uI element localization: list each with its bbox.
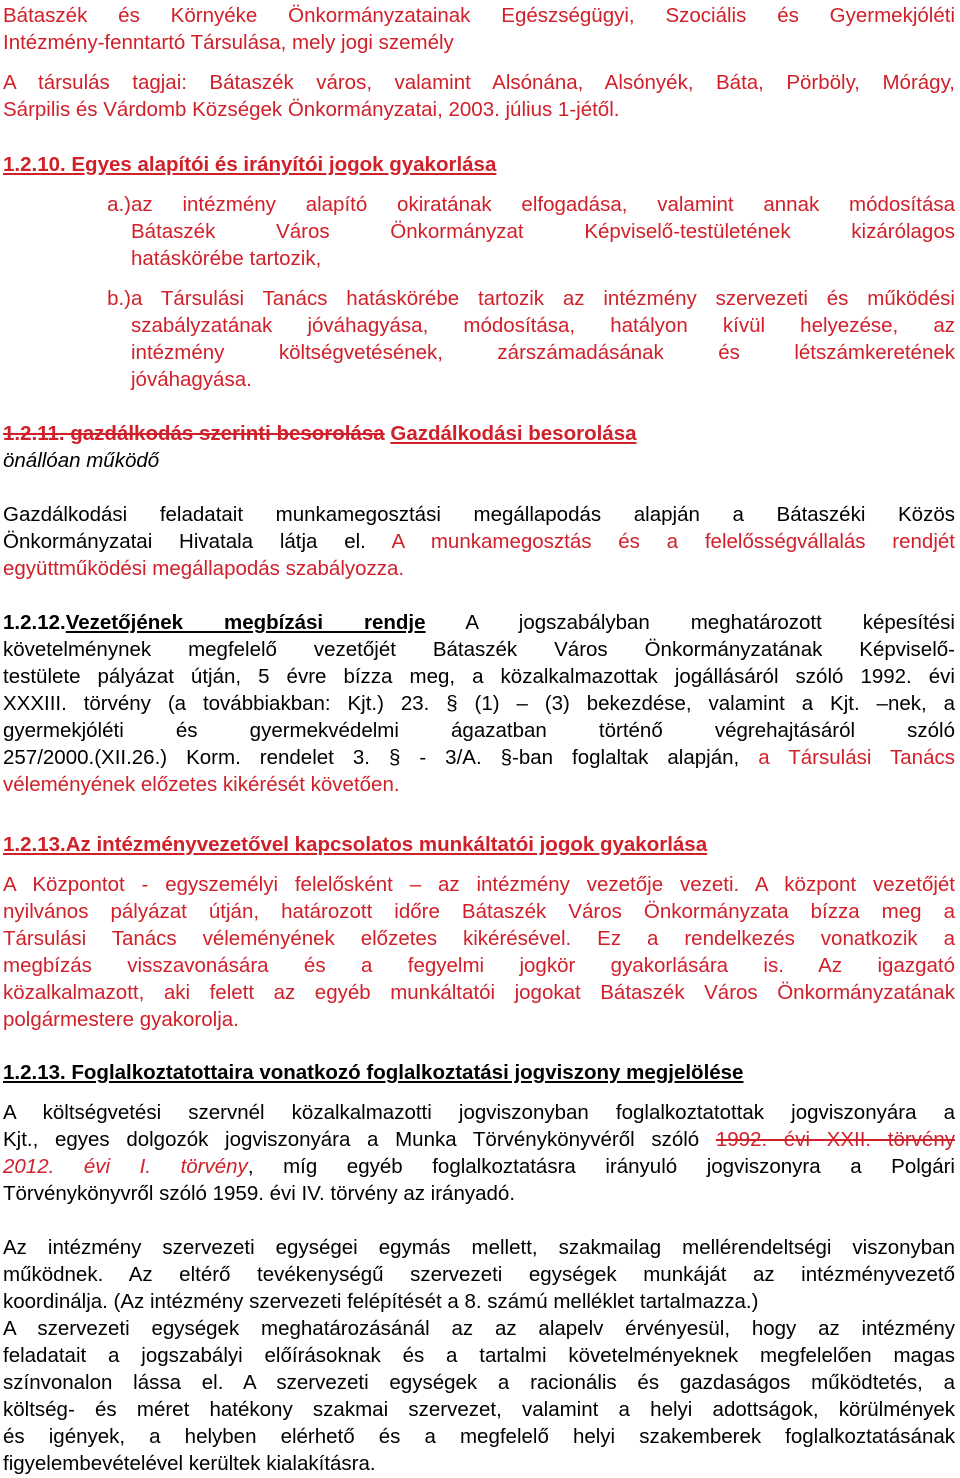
org-p2-line-3: színvonalon lássa el. A szervezeti egységek a racionális és gazdaságos működtetés, a — [3, 1371, 955, 1394]
section-1211-struck-heading: 1.2.11. gazdálkodás szerinti besorolása — [3, 422, 385, 445]
org-p1-line-1: Az intézmény szervezeti egységei egymás mellett, szakmailag mellérendeltségi viszonyban — [3, 1236, 955, 1259]
section-1212-heading: Vezetőjének megbízási rendje — [65, 611, 426, 634]
item-b-line-1: a Társulási Tanács hatáskörébe tartozik az intézmény szervezeti és működési — [131, 287, 955, 310]
item-b-line-2: szabályzatának jóváhagyása, módosítása, hatályon kívül helyezése, az — [131, 314, 955, 337]
section-1213b-line-2-text: Kjt., egyes dolgozók jogviszonyára a Munka Törvénykönyvéről szóló — [3, 1128, 700, 1151]
section-1213b-new-law: 2012. évi I. törvény — [3, 1155, 248, 1178]
section-1211-p-line-2-black: Önkormányzatai Hivatala látja el. — [3, 530, 366, 553]
section-1212-line-7: véleményének előzetes kikérését követően. — [3, 773, 400, 796]
section-1211-p-line-2 — [3, 528, 955, 555]
org-p1-line-3: koordinálja. (Az intézmény szervezeti felépítését a 8. számú melléklet tartalmazza.) — [3, 1290, 759, 1313]
section-1213b-line-3 — [3, 1153, 955, 1180]
item-b-label: b.) — [107, 287, 131, 310]
section-1212-number: 1.2.12. — [3, 611, 66, 634]
header-line-4: Sárpilis és Várdomb Községek Önkormányzatai, 2003. július 1-jétől. — [3, 98, 620, 121]
section-1213a-line-5: közalkalmazott, aki felett az egyéb munkáltatói jogokat Bátaszék Város Önkormányzatának — [3, 981, 955, 1004]
item-b-line-4: jóváhagyása. — [131, 368, 252, 391]
item-a-line-1: az intézmény alapító okiratának elfogadása, valamint annak módosítása — [131, 193, 955, 216]
org-p2-line-4: költség- és méret hatékony szakmai szervezet, valamint a helyi adottságok, körülmények — [3, 1398, 955, 1421]
section-1213b-line-4: Törvénykönyvről szóló 1959. évi IV. törvény az irányadó. — [3, 1182, 516, 1205]
org-p2-line-5: és igények, a helyben elérhető és a megfelelő helyi szakemberek foglalkoztatásának — [3, 1425, 955, 1448]
section-1213b-struck-law: 1992. évi XXII. törvény — [715, 1128, 955, 1151]
header-line-3: A társulás tagjai: Bátaszék város, valamint Alsónána, Alsónyék, Báta, Pörböly, Mórágy, — [3, 71, 955, 94]
section-1211-p-line-2-red: A munkamegosztás és a felelősségvállalás rendjét — [391, 530, 955, 553]
section-1211-heading — [3, 420, 955, 447]
section-1213b-line-2 — [3, 1126, 955, 1153]
section-1211-new-heading: Gazdálkodási besorolása — [390, 422, 637, 445]
section-1212-line-6 — [3, 744, 955, 771]
section-1213a-line-1: A Központot - egyszemélyi felelősként – az intézmény vezetője vezeti. A központ vezetőjét — [3, 873, 955, 896]
section-1211-p-line-1: Gazdálkodási feladatait munkamegosztási megállapodás alapján a Bátaszéki Közös — [3, 503, 955, 526]
org-p2-line-1: A szervezeti egységek meghatározásánál az az alapelv érvényesül, hogy az intézmény — [3, 1317, 955, 1340]
section-1213b-line-1: A költségvetési szervnél közalkalmazotti jogviszonyban foglalkoztatottak jogviszonyára a — [3, 1101, 955, 1124]
section-1213b-heading: 1.2.13. Foglalkoztatottaira vonatkozó foglalkoztatási jogviszony megjelölése — [3, 1061, 744, 1084]
section-1213a-line-6: polgármestere gyakorolja. — [3, 1008, 239, 1031]
section-1212-line-1 — [3, 609, 955, 636]
item-a-label: a.) — [107, 193, 131, 216]
section-1212-line-4: XXXIII. törvény (a továbbiakban: Kjt.) 23. § (1) – (3) bekezdése, valamint a Kjt. –nek, a — [3, 692, 955, 715]
item-a-line-2: Bátaszék Város Önkormányzat Képviselő-testületének kizárólagos — [131, 220, 955, 243]
section-1212-line-6-red: a Társulási Tanács — [758, 746, 955, 769]
org-p2-line-2: feladatait a jogszabályi előírásoknak és a tartalmi követelményeknek megfelelően magas — [3, 1344, 955, 1367]
section-1213a-line-2: nyilvános pályázat útján, határozott időre Bátaszék Város Önkormányzata bízza meg a — [3, 900, 955, 923]
header-line-1: Bátaszék és Környéke Önkormányzatainak Egészségügyi, Szociális és Gyermekjóléti — [3, 4, 955, 27]
org-p2-line-6: figyelembevételével kerültek kialakításra. — [3, 1452, 376, 1475]
header-line-2: Intézmény-fenntartó Társulása, mely jogi személy — [3, 31, 454, 54]
org-p1-line-2: működnek. Az eltérő tevékenységű szervezeti egységek munkáját az intézményvezető — [3, 1263, 955, 1286]
section-1212-line-3: testülete pályázat útján, 5 évre bízza meg, a közalkalmazottak jogállásáról szóló 1992. évi — [3, 665, 955, 688]
section-1212-line-5: gyermekjóléti és gyermekvédelmi ágazatban történő végrehajtásáról szóló — [3, 719, 955, 742]
section-1213a-line-4: megbízás visszavonására és a fegyelmi jogkör gyakorlására is. Az igazgató — [3, 954, 955, 977]
item-a-line-3: hatáskörébe tartozik, — [131, 247, 322, 270]
section-1210-heading: 1.2.10. Egyes alapítói és irányítói jogok gyakorlása — [3, 153, 497, 176]
section-1211-status: önállóan működő — [3, 449, 160, 472]
section-1213a-heading: 1.2.13.Az intézményvezetővel kapcsolatos munkáltatói jogok gyakorlása — [3, 833, 708, 856]
section-1212-line-2: követelménynek megfelelő vezetőjét Bátaszék Város Önkormányzatának Képviselő- — [3, 638, 955, 661]
section-1213a-line-3: Társulási Tanács véleményének előzetes kikérésével. Ez a rendelkezés vonatkozik a — [3, 927, 955, 950]
section-1213b-line-3-text: , míg egyéb foglalkoztatásra irányuló jogviszonyra a Polgári — [247, 1155, 955, 1178]
section-1212-line-1-text: A jogszabályban meghatározott képesítési — [465, 611, 955, 634]
section-1211-p-line-3: együttműködési megállapodás szabályozza. — [3, 557, 405, 580]
section-1212-line-6-black: 257/2000.(XII.26.) Korm. rendelet 3. § - 3/A. §-ban foglaltak alapján, — [3, 746, 740, 769]
item-b-line-3: intézmény költségvetésének, zárszámadásának és létszámkeretének — [131, 341, 955, 364]
